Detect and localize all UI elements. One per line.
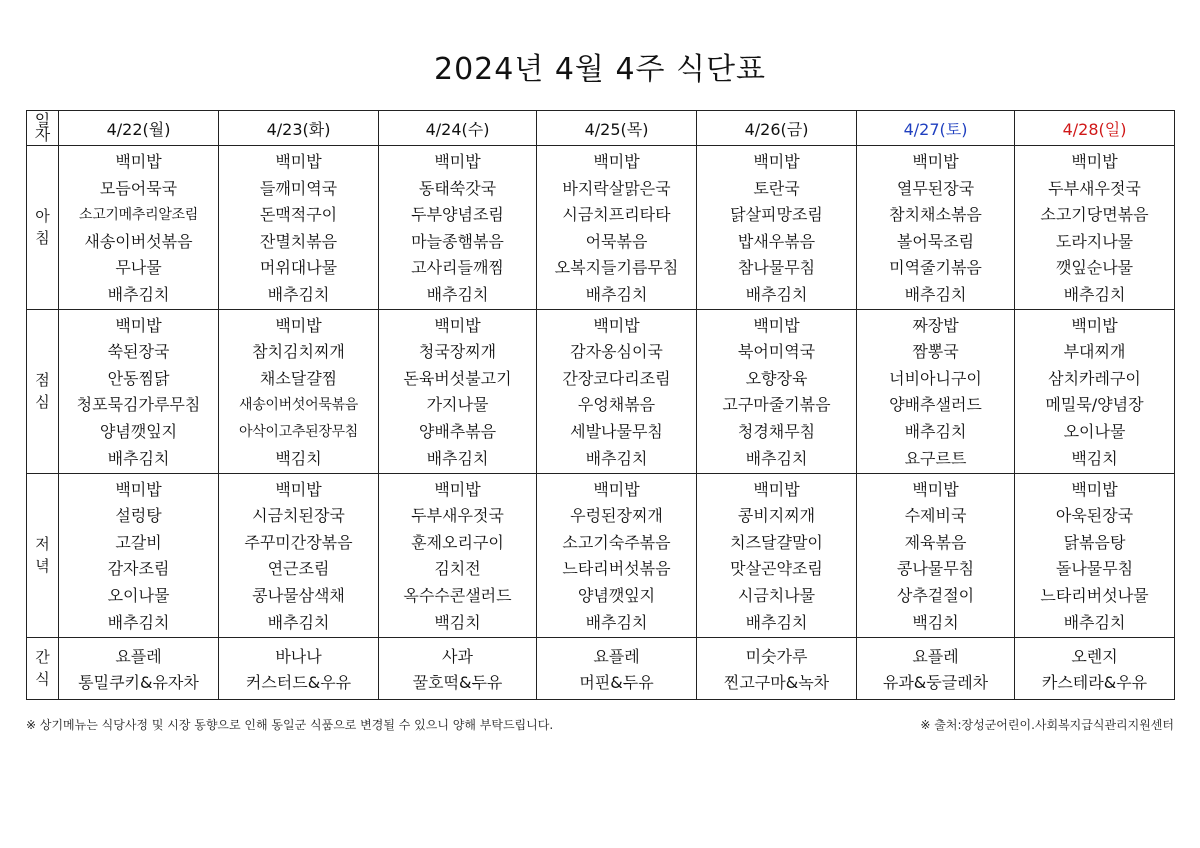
- menu-item: 느타리버섯볶음: [562, 559, 671, 579]
- menu-item: 백김치: [1071, 448, 1118, 468]
- menu-cell: [379, 309, 537, 473]
- menu-item: 배추김치: [585, 448, 648, 468]
- menu-item: 찐고구마&녹차: [723, 673, 830, 693]
- menu-cell: [537, 309, 697, 473]
- menu-item: 백미밥: [912, 152, 959, 171]
- menu-item: 주꾸미간장볶음: [244, 532, 353, 552]
- menu-item: 마늘종햄볶음: [411, 231, 504, 251]
- menu-item: 토란국: [753, 178, 800, 198]
- menu-item: 아삭이고추된장무침: [238, 423, 358, 440]
- menu-item: 유과&둥글레차: [882, 673, 989, 693]
- menu-item: 양배추샐러드: [889, 395, 982, 415]
- menu-cell: [59, 473, 219, 637]
- menu-item: 안동찜닭: [107, 368, 170, 388]
- menu-item: 백미밥: [593, 479, 640, 499]
- menu-item: 소고기당면볶음: [1040, 205, 1149, 225]
- menu-item: 배추김치: [745, 448, 808, 468]
- day-header: 4/24(수): [379, 111, 537, 146]
- day-header: 4/27(토): [857, 111, 1015, 146]
- menu-item: 백김치: [912, 612, 959, 632]
- menu-item: 배추김치: [107, 284, 170, 304]
- menu-item: 너비아니구이: [889, 368, 982, 388]
- day-header: 4/22(월): [59, 111, 219, 146]
- menu-item: 밥새우볶음: [737, 231, 816, 251]
- menu-item: 요플레: [912, 646, 959, 666]
- menu-item: 옥수수콘샐러드: [403, 585, 512, 605]
- menu-item: 연근조림: [267, 559, 330, 579]
- menu-item: 양배추볶음: [418, 421, 497, 441]
- meal-label-lunch: [27, 309, 59, 473]
- menu-item: 배추김치: [267, 284, 330, 304]
- menu-item: 잔멸치볶음: [259, 231, 338, 251]
- menu-item: 백미밥: [753, 479, 800, 499]
- menu-item: 배추김치: [107, 448, 170, 468]
- menu-item: 참나물무침: [737, 258, 816, 278]
- meal-row-dinner: [27, 473, 1175, 637]
- menu-item: 배추김치: [745, 612, 808, 632]
- menu-item: 배추김치: [904, 421, 967, 441]
- menu-item: 청경채무침: [737, 421, 816, 441]
- menu-item: 부대찌개: [1063, 342, 1126, 362]
- menu-item: 닭살피망조림: [730, 205, 823, 225]
- day-header: 4/28(일): [1015, 111, 1175, 146]
- page-title: 2024년 4월 4주 식단표: [433, 52, 766, 87]
- menu-item: 백미밥: [275, 315, 322, 335]
- menu-cell: [1015, 146, 1175, 310]
- menu-item: 닭볶음탕: [1063, 532, 1126, 552]
- menu-item: 요플레: [593, 646, 640, 666]
- menu-item: 고구마줄기볶음: [722, 395, 831, 415]
- menu-item: 시금치나물: [737, 585, 816, 605]
- menu-item: 두부새우젓국: [1048, 178, 1141, 198]
- menu-item: 도라지나물: [1055, 231, 1134, 251]
- day-header: 4/23(화): [219, 111, 379, 146]
- menu-item: 볼어묵조림: [896, 231, 975, 251]
- meal-plan-table: [26, 110, 1175, 700]
- menu-item: 백미밥: [593, 315, 640, 335]
- source-credit: ※ 출처:장성군어린이.사회복지급식관리지원센터: [920, 718, 1174, 732]
- day-header: 4/25(목): [537, 111, 697, 146]
- meal-row-lunch: [27, 309, 1175, 473]
- menu-item: 우엉채볶음: [577, 395, 656, 415]
- meal-row-snack: [27, 637, 1175, 699]
- menu-item: 가지나물: [426, 395, 489, 415]
- menu-item: 두부양념조림: [411, 205, 504, 225]
- menu-item: 머핀&두유: [579, 673, 654, 693]
- menu-item: 감자조림: [107, 559, 170, 579]
- menu-cell: [219, 309, 379, 473]
- menu-item: 두부새우젓국: [411, 506, 504, 526]
- menu-item: 백미밥: [275, 152, 322, 171]
- menu-item: 깻잎순나물: [1055, 258, 1134, 278]
- menu-item: 새송이버섯어묵볶음: [238, 397, 358, 414]
- menu-item: 콩비지찌개: [737, 506, 816, 526]
- meal-label-char: 심: [35, 393, 50, 412]
- menu-item: 짜장밥: [912, 315, 959, 335]
- menu-item: 치즈달걀말이: [730, 532, 823, 552]
- menu-item: 꿀호떡&두유: [412, 673, 503, 693]
- menu-item: 맛살곤약조림: [730, 559, 823, 579]
- menu-item: 북어미역국: [737, 342, 816, 362]
- menu-item: 백미밥: [753, 315, 800, 335]
- date-header-row: [27, 111, 1175, 146]
- menu-item: 요구르트: [904, 448, 967, 468]
- menu-item: 우렁된장찌개: [570, 506, 663, 526]
- menu-item: 바지락살맑은국: [562, 178, 671, 198]
- day-header: 4/26(금): [697, 111, 857, 146]
- menu-item: 세발나물무침: [570, 421, 663, 441]
- corner-char: 자: [34, 125, 51, 144]
- menu-cell: [697, 473, 857, 637]
- menu-item: 배추김치: [267, 612, 330, 632]
- menu-item: 양념깻잎지: [577, 585, 656, 605]
- menu-item: 배추김치: [585, 612, 648, 632]
- menu-item: 요플레: [115, 646, 162, 666]
- menu-item: 커스터드&우유: [245, 673, 352, 693]
- menu-item: 모듬어묵국: [99, 178, 178, 198]
- menu-item: 청포묵김가루무침: [76, 395, 201, 415]
- menu-item: 시금치된장국: [252, 506, 345, 526]
- menu-cell: [857, 473, 1015, 637]
- menu-item: 김치전: [434, 559, 481, 579]
- menu-item: 카스테라&우유: [1041, 673, 1148, 693]
- meal-label-breakfast: [27, 146, 59, 310]
- menu-item: 삼치카레구이: [1048, 368, 1141, 388]
- menu-item: 설렁탕: [115, 506, 162, 526]
- menu-item: 백미밥: [753, 152, 800, 171]
- menu-item: 무나물: [115, 258, 162, 278]
- meal-label-char: 식: [35, 670, 50, 689]
- menu-item: 바나나: [275, 646, 322, 666]
- menu-item: 소고기숙주볶음: [562, 532, 671, 552]
- menu-item: 돈육버섯불고기: [403, 368, 512, 388]
- menu-item: 배추김치: [1063, 612, 1126, 632]
- menu-item: 제육볶음: [904, 532, 967, 552]
- menu-cell: [537, 473, 697, 637]
- meal-label-char: 녁: [35, 557, 50, 576]
- menu-item: 배추김치: [745, 284, 808, 304]
- menu-item: 백미밥: [1071, 315, 1118, 335]
- menu-item: 백미밥: [115, 479, 162, 499]
- menu-item: 백미밥: [1071, 152, 1118, 171]
- meal-label-char: 저: [35, 535, 50, 554]
- menu-cell: [697, 146, 857, 310]
- menu-item: 통밀쿠키&유자차: [78, 673, 199, 693]
- menu-cell: [857, 637, 1015, 699]
- menu-cell: [1015, 309, 1175, 473]
- menu-item: 오렌지: [1071, 646, 1118, 666]
- menu-item: 어묵볶음: [585, 231, 648, 251]
- menu-cell: [379, 637, 537, 699]
- menu-item: 들깨미역국: [259, 178, 338, 198]
- menu-item: 오이나물: [1063, 421, 1126, 441]
- meal-label-char: 점: [35, 371, 50, 390]
- menu-item: 머위대나물: [259, 258, 338, 278]
- menu-item: 참치김치찌개: [252, 342, 345, 362]
- menu-cell: [1015, 473, 1175, 637]
- menu-item: 백미밥: [115, 315, 162, 335]
- menu-item: 미숫가루: [745, 646, 808, 666]
- meal-label-snack: [27, 637, 59, 699]
- menu-item: 소고기메추리알조림: [78, 207, 198, 224]
- menu-item: 동태쑥갓국: [418, 178, 497, 198]
- menu-item: 백미밥: [434, 479, 481, 499]
- menu-item: 백김치: [275, 448, 322, 468]
- meal-label-dinner: [27, 473, 59, 637]
- menu-item: 백김치: [434, 612, 481, 632]
- menu-item: 사과: [442, 646, 473, 666]
- menu-item: 백미밥: [275, 479, 322, 499]
- menu-item: 오향장육: [745, 368, 808, 388]
- menu-item: 쑥된장국: [107, 342, 170, 362]
- menu-item: 백미밥: [434, 152, 481, 171]
- menu-change-notice: ※ 상기메뉴는 식당사정 및 시장 동향으로 인해 동일군 식품으로 변경될 수 있으니 양해 부탁드립니다.: [26, 718, 554, 732]
- menu-item: 콩나물무침: [896, 559, 975, 579]
- menu-item: 열무된장국: [896, 178, 975, 198]
- menu-cell: [697, 309, 857, 473]
- menu-item: 백미밥: [1071, 479, 1118, 499]
- menu-item: 백미밥: [115, 152, 162, 171]
- menu-item: 배추김치: [1063, 284, 1126, 304]
- menu-cell: [59, 309, 219, 473]
- menu-cell: [379, 473, 537, 637]
- menu-cell: [59, 146, 219, 310]
- menu-item: 메밀묵/양념장: [1045, 395, 1144, 415]
- menu-item: 오복지들기름무침: [554, 258, 679, 278]
- menu-item: 돌나물무침: [1055, 559, 1134, 579]
- menu-item: 고갈비: [115, 532, 162, 552]
- menu-item: 간장코다리조림: [562, 368, 671, 388]
- menu-cell: [537, 637, 697, 699]
- menu-item: 청국장찌개: [418, 342, 497, 362]
- menu-item: 수제비국: [904, 506, 967, 526]
- menu-item: 아욱된장국: [1055, 506, 1134, 526]
- menu-cell: [697, 637, 857, 699]
- menu-item: 배추김치: [904, 284, 967, 304]
- meal-row-breakfast: [27, 146, 1175, 310]
- menu-cell: [857, 309, 1015, 473]
- date-corner-label: [27, 111, 59, 146]
- menu-item: 훈제오리구이: [411, 532, 504, 552]
- menu-cell: [59, 637, 219, 699]
- menu-cell: [219, 473, 379, 637]
- menu-item: 돈맥적구이: [259, 205, 338, 225]
- menu-item: 채소달걀찜: [259, 368, 338, 388]
- meal-label-char: 아: [35, 207, 50, 226]
- menu-item: 오이나물: [107, 585, 170, 605]
- menu-item: 고사리들깨찜: [411, 258, 504, 278]
- menu-item: 느타리버섯나물: [1040, 585, 1149, 605]
- menu-item: 미역줄기볶음: [889, 258, 982, 278]
- menu-cell: [379, 146, 537, 310]
- menu-item: 상추겉절이: [896, 585, 975, 605]
- menu-item: 참치채소볶음: [889, 205, 982, 225]
- meal-label-char: 침: [35, 229, 50, 248]
- menu-item: 배추김치: [426, 448, 489, 468]
- meal-label-char: 간: [35, 648, 50, 667]
- menu-item: 콩나물삼색채: [252, 585, 345, 605]
- menu-item: 배추김치: [426, 284, 489, 304]
- menu-cell: [1015, 637, 1175, 699]
- menu-item: 새송이버섯볶음: [84, 231, 193, 251]
- menu-item: 감자옹심이국: [570, 342, 663, 362]
- menu-cell: [537, 146, 697, 310]
- menu-cell: [219, 637, 379, 699]
- menu-item: 양념깻잎지: [99, 421, 178, 441]
- menu-item: 시금치프리타타: [562, 205, 671, 225]
- menu-item: 백미밥: [434, 315, 481, 335]
- menu-item: 백미밥: [912, 479, 959, 499]
- menu-cell: [857, 146, 1015, 310]
- menu-item: 짬뽕국: [912, 342, 959, 362]
- menu-cell: [219, 146, 379, 310]
- corner-char: 일: [34, 111, 51, 130]
- menu-item: 백미밥: [593, 152, 640, 171]
- menu-item: 배추김치: [107, 612, 170, 632]
- menu-item: 배추김치: [585, 284, 648, 304]
